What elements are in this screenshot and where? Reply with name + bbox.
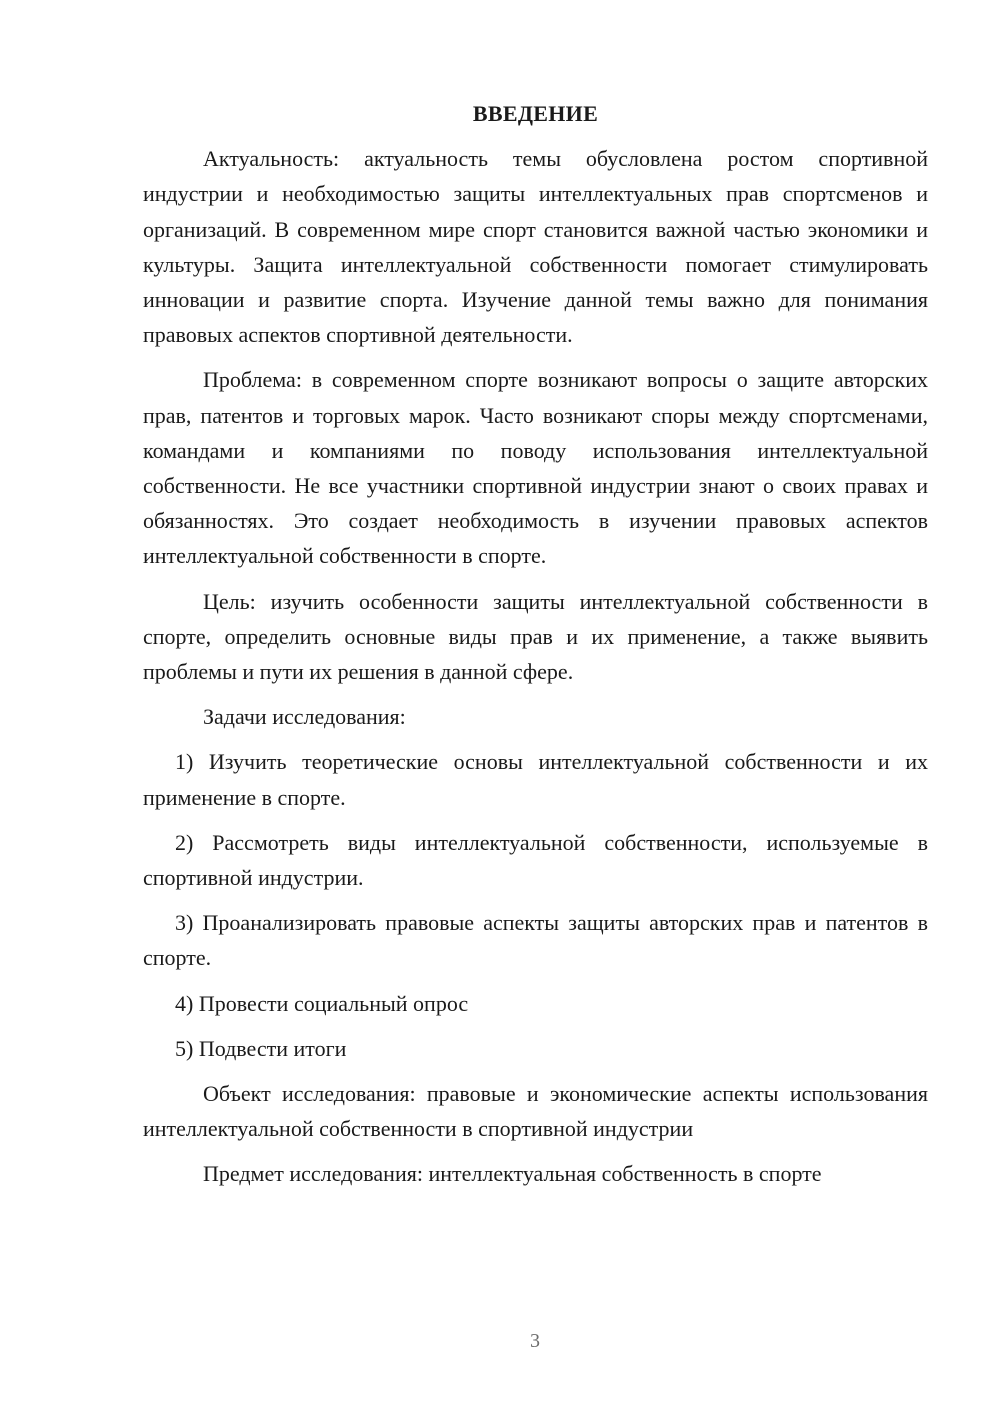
problem-paragraph: Проблема: в современном спорте возникают вопросы о защите авторских прав, патентов и торговых марок. Часто возникают споры между спортсменами, командами и компаниями по поводу использования интеллектуальной собственности. Не все участники спортивной индустрии знают о своих правах и обязанностях. Это создает необходимость в изучении правовых аспектов интеллектуальной собственности в спорте.: [143, 367, 928, 569]
document-heading: ВВЕДЕНИЕ: [472, 101, 599, 126]
task-item-1: 1) Изучить теоретические основы интеллектуальной собственности и их применение в спорте.: [143, 749, 928, 810]
task-item-3: 3) Проанализировать правовые аспекты защиты авторских прав и патентов в спорте.: [143, 910, 928, 971]
subject-paragraph: Предмет исследования: интеллектуальная собственность в спорте: [203, 1161, 822, 1187]
relevance-paragraph: Актуальность: актуальность темы обусловлена ростом спортивной индустрии и необходимостью защиты интеллектуальных прав спортсменов и организаций. В современном мире спорт становится важной частью экономики и культуры. Защита интеллектуальной собственности помогает стимулировать инновации и развитие спорта. Изучение данной темы важно для понимания правовых аспектов спортивной деятельности.: [143, 146, 928, 348]
tasks-heading: Задачи исследования:: [203, 704, 406, 730]
document-page: [143, 96, 928, 1202]
page-number: 3: [530, 1330, 540, 1352]
task-item-5: 5) Подвести итоги: [175, 1035, 347, 1061]
task-item-2: 2) Рассмотреть виды интеллектуальной собственности, используемые в спортивной индустрии.: [143, 829, 928, 891]
goal-paragraph: Цель: изучить особенности защиты интеллектуальной собственности в спорте, определить основные виды прав и их применение, а также выявить проблемы и пути их решения в данной сфере.: [143, 588, 928, 685]
object-paragraph: Объект исследования: правовые и экономические аспекты использования интеллектуальной собственности в спортивной индустрии: [143, 1081, 928, 1142]
task-item-4: 4) Провести социальный опрос: [175, 990, 469, 1016]
